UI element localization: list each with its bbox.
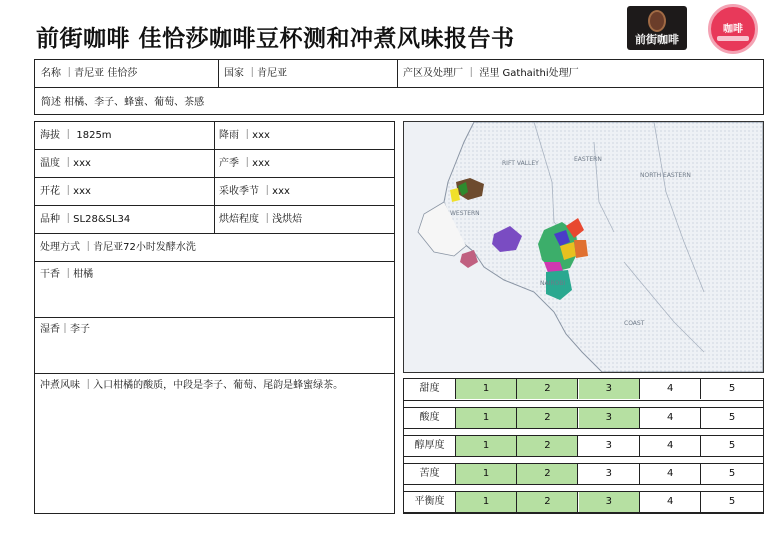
rating-cell: 3: [579, 379, 640, 399]
origin-station: 产区及处理厂 ｜ 涅里 Gathaithi处理厂: [403, 68, 579, 79]
rainfall: 降雨 ｜xxx: [219, 130, 270, 141]
rating-cell: 3: [579, 492, 640, 512]
rating-row: [404, 435, 763, 457]
stamp-logo: [708, 4, 758, 54]
rating-cell: 1: [456, 492, 517, 512]
rating-label: 平衡度: [404, 492, 456, 512]
rating-row: [404, 407, 763, 429]
rating-cell: 1: [456, 464, 517, 484]
rating-cell: 2: [517, 379, 578, 399]
dry-aroma: 干香 ｜柑橘: [40, 269, 94, 280]
coffee-bean-icon: [648, 10, 666, 32]
flowering: 开花 ｜xxx: [40, 186, 91, 197]
rating-cell: 5: [728, 496, 736, 507]
rating-cell: 2: [517, 436, 578, 456]
country: 国家 ｜肯尼亚: [224, 68, 288, 79]
process-method: 处理方式 ｜肯尼亚72小时发酵水洗: [40, 242, 196, 253]
rating-cell: 3: [579, 408, 640, 428]
season: 产季 ｜xxx: [219, 158, 270, 169]
rating-label: 醇厚度: [404, 436, 456, 456]
variety: 品种 ｜SL28&SL34: [40, 214, 131, 225]
rating-row: [404, 491, 763, 513]
brand-logo-text: 前街咖啡: [635, 33, 679, 46]
map-label-western: WESTERN: [450, 210, 480, 217]
wet-aroma: 湿香｜李子: [40, 324, 90, 335]
brand-logo: [627, 6, 687, 50]
rating-row: [404, 463, 763, 485]
flavor-summary: 简述 柑橘、李子、蜂蜜、葡萄、茶感: [41, 97, 205, 108]
rating-cell: 1: [456, 408, 517, 428]
map-label-coast: COAST: [624, 320, 645, 327]
rating-cell: 1: [456, 379, 517, 399]
map-label-rift-valley: RIFT VALLEY: [502, 160, 539, 167]
stamp-logo-stripe: [717, 36, 749, 41]
rating-cell: 1: [456, 436, 517, 456]
rating-label: 苦度: [404, 464, 456, 484]
stamp-logo-text: 咖啡: [723, 24, 743, 35]
rating-row: [404, 379, 763, 401]
page-title: 前街咖啡 佳恰莎咖啡豆杯测和冲煮风味报告书: [36, 26, 515, 52]
temperature: 温度 ｜xxx: [40, 158, 91, 169]
kenya-region-map: [403, 121, 764, 373]
altitude: 海拔 ｜ 1825m: [40, 130, 112, 141]
rating-cell: 5: [728, 468, 736, 479]
harvest: 采收季节 ｜xxx: [219, 186, 290, 197]
rating-cell: 5: [728, 440, 736, 451]
rating-cell: 4: [640, 436, 701, 456]
rating-cell: 4: [640, 492, 701, 512]
map-label-north-eastern: NORTH EASTERN: [640, 172, 691, 179]
rating-cell: 4: [640, 464, 701, 484]
rating-label: 酸度: [404, 408, 456, 428]
details-table: [34, 121, 395, 514]
rating-cell: 2: [517, 464, 578, 484]
rating-cell: 3: [579, 464, 640, 484]
rating-table: [403, 378, 764, 514]
info-header-table: [34, 59, 764, 115]
roast-level: 烘焙程度 ｜浅烘焙: [219, 214, 303, 225]
map-label-nairobi: NAIROBI: [540, 280, 566, 287]
rating-label: 甜度: [404, 379, 456, 399]
rating-cell: 2: [517, 408, 578, 428]
rating-cell: 4: [640, 379, 701, 399]
brew-flavor: 冲煮风味 ｜入口柑橘的酸质，中段是李子、葡萄、尾韵是蜂蜜绿茶。: [40, 380, 344, 391]
map-label-eastern: EASTERN: [574, 156, 602, 163]
bean-name: 名称 ｜青尼亚 佳恰莎: [41, 68, 138, 79]
rating-cell: 2: [517, 492, 578, 512]
rating-cell: 5: [728, 383, 736, 394]
rating-cell: 4: [640, 408, 701, 428]
rating-cell: 5: [728, 412, 736, 423]
rating-cell: 3: [579, 436, 640, 456]
